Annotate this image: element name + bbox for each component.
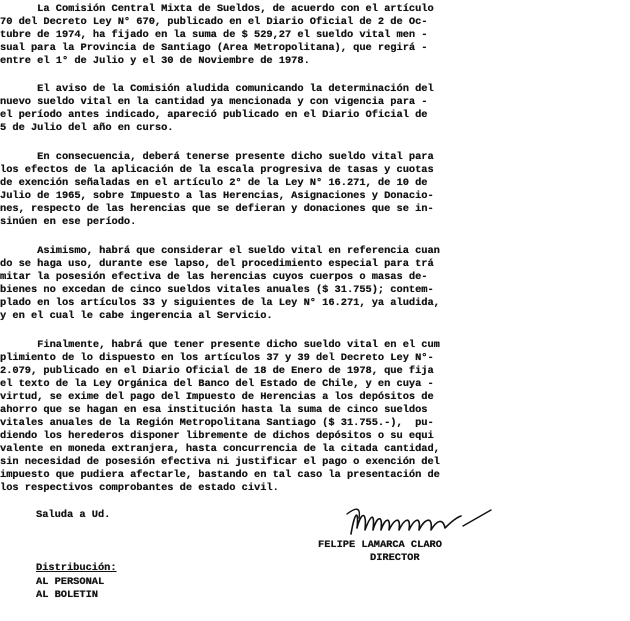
distribution-heading: Distribución: [36,562,117,574]
paragraph-2-line: 5 de Julio del año en curso. [0,122,174,134]
paragraph-2-line: el período antes indicado, apareció publicado en el Diario Oficial de [0,109,428,121]
paragraph-5-line: vitales anuales de la Región Metropolitana Santiago ($ 31.755.-), pu- [0,417,434,429]
paragraph-3-line: Julio de 1965, sobre Impuesto a las Herencias, Asignaciones y Donacio- [0,190,434,202]
paragraph-5-line: plimiento de lo dispuesto en los artículos 37 y 39 del Decreto Ley N°- [0,352,434,364]
paragraph-4-line: y en el cual le cabe ingerencia al Servicio. [0,310,273,322]
paragraph-3-line: nes, respecto de las herencias que se defieran y donaciones que se in- [0,203,434,215]
paragraph-4-line: plado en los artículos 33 y siguientes de la Ley N° 16.271, ya aludida, [0,297,440,309]
paragraph-5-line: diendo los herederos disponer libremente de dichos depósitos o su equi [0,430,434,442]
paragraph-5-line: valente en moneda extranjera, hasta concurrencia de la citada cantidad, [0,443,440,455]
paragraph-1-line: sual para la Provincia de Santiago (Area Metropolitana), que regirá - [0,42,428,54]
paragraph-1-line: La Comisión Central Mixta de Sueldos, de acuerdo con el artículo [0,3,434,15]
signatory-title: DIRECTOR [370,552,420,564]
distribution-item: AL PERSONAL [36,576,105,588]
paragraph-4-line: bienes no excedan de cinco sueldos vitales anuales ($ 31.755); contem- [0,284,434,296]
paragraph-1-line: 70 del Decreto Ley N° 670, publicado en el Diario Oficial de 2 de Oc- [0,16,428,28]
paragraph-3-line: En consecuencia, deberá tenerse presente dicho sueldo vital para [0,151,434,163]
paragraph-5-line: el texto de la Ley Orgánica del Banco del Estado de Chile, y en cuya - [0,378,434,390]
paragraph-4-line: do se haga uso, durante ese lapso, del procedimiento especial para trá [0,258,434,270]
paragraph-1-line: tubre de 1974, ha fijado en la suma de $ 529,27 el sueldo vital men - [0,29,428,41]
signatory-name: FELIPE LAMARCA CLARO [318,539,442,551]
paragraph-4-line: mitar la posesión efectiva de las herencias cuyos cuerpos o masas de- [0,271,428,283]
paragraph-3-line: de exención señaladas en el artículo 2° de la Ley N° 16.271, de 10 de [0,177,428,189]
handwritten-signature [345,504,495,540]
paragraph-1-line: entre el 1° de Julio y el 30 de Noviembre de 1978. [0,55,310,67]
paragraph-5-line: impuesto que pudiera afectarle, bastando en tal caso la presentación de [0,469,440,481]
distribution-item: AL BOLETIN [36,589,98,601]
paragraph-2-line: El aviso de la Comisión aludida comunicando la determinación del [0,83,434,95]
paragraph-5-line: los respectivos comprobantes de estado civil. [0,482,279,494]
closing-salutation: Saluda a Ud. [36,509,111,521]
paragraph-4-line: Asimismo, habrá que considerar el sueldo vital en referencia cuan [0,245,440,257]
paragraph-2-line: nuevo sueldo vital en la cantidad ya mencionada y con vigencia para - [0,96,428,108]
paragraph-5-line: virtud, se exime del pago del Impuesto de Herencias a los depósitos de [0,391,434,403]
paragraph-3-line: los efectos de la aplicación de la escala progresiva de tasas y cuotas [0,164,434,176]
paragraph-5-line: ahorro que se hagan en esa institución hasta la suma de cinco sueldos [0,404,428,416]
paragraph-5-line: sin necesidad de posesión efectiva ni justificar el pago o exención del [0,456,440,468]
paragraph-3-line: sinúen en ese período. [0,216,137,228]
paragraph-5-line: 2.079, publicado en el Diario Oficial de 18 de Enero de 1978, que fija [0,365,434,377]
paragraph-5-line: Finalmente, habrá que tener presente dicho sueldo vital en el cum [0,339,440,351]
